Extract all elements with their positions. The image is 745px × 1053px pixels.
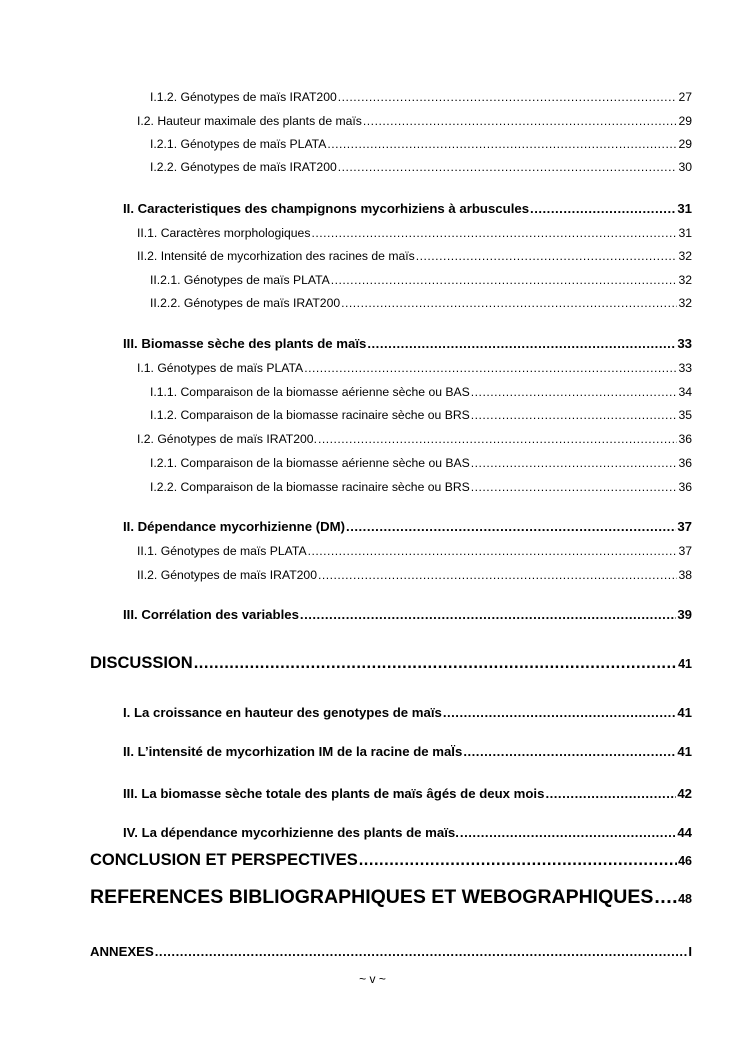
toc-entry[interactable] [123, 336, 692, 351]
toc-page-number: 29 [678, 114, 692, 128]
toc-leader [194, 654, 677, 673]
toc-entry-label: II.2. Intensité de mycorhization des racines de maïs [137, 249, 415, 263]
toc-entry-chapter[interactable] [90, 886, 692, 909]
toc-leader [346, 519, 676, 534]
toc-page-number: 41 [677, 705, 692, 720]
toc-leader [331, 273, 678, 287]
toc-page-number: 36 [678, 480, 692, 494]
page-footer-marker: ~ v ~ [359, 972, 386, 986]
toc-leader [318, 432, 677, 446]
toc-entry-label: I.2.2. Comparaison de la biomasse racinaire sèche ou BRS [150, 480, 470, 494]
toc-page-number: 36 [678, 456, 692, 470]
toc-leader [530, 201, 676, 216]
toc-entry-label: DISCUSSION [90, 654, 193, 672]
toc-leader [463, 744, 676, 759]
toc-entry-label: II.1. Caractères morphologiques [137, 226, 311, 240]
toc-leader [338, 160, 678, 174]
toc-entry-label: I. La croissance en hauteur des genotypes de maïs [123, 705, 442, 720]
toc-entry[interactable] [150, 480, 692, 494]
toc-leader [311, 226, 677, 240]
toc-entry[interactable] [123, 607, 692, 622]
toc-entry-label: II. L’intensité de mycorhization IM de la racine de maÏs [123, 744, 463, 759]
toc-leader [471, 456, 678, 470]
toc-page-number: 32 [678, 273, 692, 287]
toc-entry-label: II.2.2. Génotypes de maïs IRAT200 [150, 296, 341, 310]
toc-page-number: 34 [678, 385, 692, 399]
toc-page-number: 30 [678, 160, 692, 174]
toc-leader [341, 296, 677, 310]
toc-entry[interactable] [137, 544, 692, 558]
toc-page-number: 27 [678, 90, 692, 104]
toc-entry[interactable] [123, 519, 692, 534]
toc-leader [471, 480, 678, 494]
toc-entry[interactable] [137, 226, 692, 240]
toc-entry[interactable] [137, 361, 692, 375]
toc-leader [300, 607, 676, 622]
toc-entry-label: II.1. Génotypes de maïs PLATA [137, 544, 307, 558]
toc-leader [545, 786, 676, 801]
toc-leader [443, 705, 677, 720]
toc-entry-label: III. Biomasse sèche des plants de maïs [123, 336, 367, 351]
toc-leader [318, 568, 677, 582]
toc-entry-label: ANNEXES [90, 944, 154, 959]
toc-leader [363, 114, 678, 128]
toc-entry[interactable] [150, 296, 692, 310]
toc-entry-chapter[interactable] [90, 851, 692, 870]
toc-leader [471, 408, 678, 422]
toc-page-number: 39 [677, 607, 692, 622]
toc-entry-label: II. Dépendance mycorhizienne (DM) [123, 519, 346, 534]
toc-page-number: 41 [678, 657, 692, 671]
toc-entry[interactable] [150, 273, 692, 287]
toc-page-number: 31 [677, 201, 692, 216]
toc-entry-label: II.2. Génotypes de maïs IRAT200 [137, 568, 317, 582]
toc-entry-label: III. Corrélation des variables [123, 607, 299, 622]
toc-entry-label: I.2.2. Génotypes de maïs IRAT200 [150, 160, 337, 174]
toc-entry[interactable] [150, 408, 692, 422]
toc-leader [460, 825, 676, 840]
toc-entry[interactable] [123, 201, 692, 216]
toc-entry-label: REFERENCES BIBLIOGRAPHIQUES ET WEBOGRAPHIQUES [90, 886, 654, 908]
toc-page-number: 35 [678, 408, 692, 422]
toc-entry[interactable] [123, 825, 692, 840]
toc-page-number: 41 [677, 744, 692, 759]
toc-entry-label: I.1.1. Comparaison de la biomasse aérienne sèche ou BAS [150, 385, 470, 399]
toc-leader [327, 137, 677, 151]
toc-entry-label: I.1.2. Comparaison de la biomasse racinaire sèche ou BRS [150, 408, 470, 422]
toc-page-number: 32 [678, 249, 692, 263]
toc-leader [367, 336, 676, 351]
toc-entry[interactable] [150, 90, 692, 104]
toc-leader [308, 544, 678, 558]
toc-entry-label: I.2. Génotypes de maïs IRAT200. [137, 432, 317, 446]
toc-entry[interactable] [137, 568, 692, 582]
toc-entry-chapter[interactable] [90, 654, 692, 673]
toc-entry[interactable] [150, 385, 692, 399]
toc-entry[interactable] [150, 456, 692, 470]
toc-entry[interactable] [137, 114, 692, 128]
toc-leader [654, 886, 677, 909]
toc-entry[interactable] [123, 744, 692, 759]
toc-leader [338, 90, 678, 104]
toc-entry-label: I.1. Génotypes de maïs PLATA [137, 361, 304, 375]
toc-leader [416, 249, 678, 263]
toc-page-number: 37 [678, 544, 692, 558]
toc-entry-label: II. Caracteristiques des champignons mycorhiziens à arbuscules [123, 201, 530, 216]
toc-leader [359, 851, 677, 870]
toc-page-number: 44 [677, 825, 692, 840]
toc-entry-label: I.2. Hauteur maximale des plants de maïs [137, 114, 362, 128]
toc-page-number: 38 [678, 568, 692, 582]
toc-page-number: I [688, 944, 692, 959]
toc-page-number: 29 [678, 137, 692, 151]
toc-page-number: 33 [677, 336, 692, 351]
toc-entry-label: II.2.1. Génotypes de maïs PLATA [150, 273, 330, 287]
toc-entry-label: CONCLUSION ET PERSPECTIVES [90, 851, 358, 869]
toc-entry[interactable] [123, 786, 692, 801]
toc-entry[interactable] [123, 705, 692, 720]
toc-page-number: 31 [678, 226, 692, 240]
toc-leader [471, 385, 678, 399]
toc-leader [155, 944, 688, 959]
toc-entry-label: I.2.1. Génotypes de maïs PLATA [150, 137, 327, 151]
toc-page-number: 48 [678, 892, 692, 906]
toc-entry[interactable] [137, 249, 692, 263]
toc-entry-chapter[interactable] [90, 944, 692, 959]
toc-page-number: 42 [677, 786, 692, 801]
toc-page-number: 46 [678, 854, 692, 868]
toc-leader [304, 361, 677, 375]
toc-entry[interactable] [150, 137, 692, 151]
toc-entry-label: IV. La dépendance mycorhizienne des plants de maïs. [123, 825, 459, 840]
toc-page-number: 37 [677, 519, 692, 534]
toc-entry[interactable] [150, 160, 692, 174]
toc-entry[interactable] [137, 432, 692, 446]
toc-page-number: 32 [678, 296, 692, 310]
toc-page-number: 33 [678, 361, 692, 375]
toc-entry-label: I.2.1. Comparaison de la biomasse aérienne sèche ou BAS [150, 456, 470, 470]
toc-page-number: 36 [678, 432, 692, 446]
toc-entry-label: I.1.2. Génotypes de maïs IRAT200 [150, 90, 337, 104]
toc-entry-label: III. La biomasse sèche totale des plants de maïs âgés de deux mois [123, 786, 545, 801]
